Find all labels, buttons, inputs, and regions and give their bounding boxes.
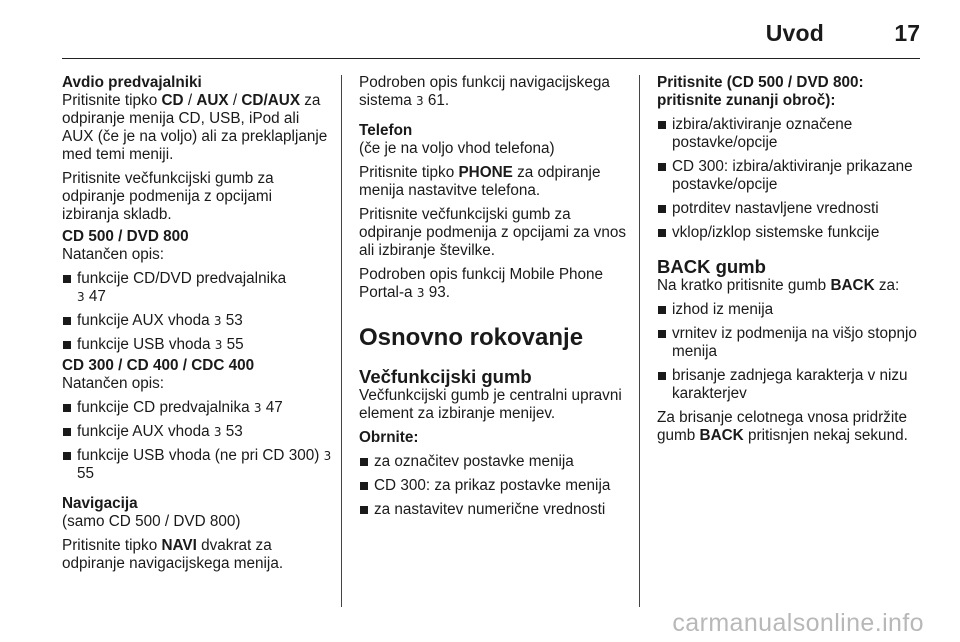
item-text: za nastavitev numerične vrednosti [374, 501, 606, 518]
paragraph-telefon-2: Pritisnite večfunkcijski gumb za odpiranje podmenija z opcijami za vnos ali izbiranje številke. [359, 206, 626, 259]
item-text: izbira/aktiviranje označene postavke/opcije [672, 116, 853, 151]
text: . [445, 284, 450, 301]
page-header [62, 18, 920, 58]
paragraph-telefon-3 [359, 266, 629, 302]
page-ref[interactable]: 93 [428, 284, 446, 301]
column-2 [359, 74, 629, 525]
item-text: brisanje zadnjega karakterja v nizu karakterjev [672, 367, 908, 402]
list-item [359, 453, 629, 471]
list-item [62, 312, 332, 330]
bullet-icon [63, 428, 71, 436]
subtitle-telefon: (če je na voljo vhod telefona) [359, 140, 555, 157]
list-obrnite [359, 453, 629, 519]
item-text: funkcije USB vhoda [77, 336, 215, 353]
page-ref[interactable]: 61 [427, 92, 445, 109]
list-item [359, 501, 629, 519]
key-back: BACK [830, 277, 875, 294]
text: dvakrat za odpiranje navigacijskega menija. [62, 537, 284, 572]
text: Podroben opis funkcij Mobile Phone Portal-a [359, 266, 604, 301]
bullet-icon [658, 372, 666, 380]
paragraph-nav-detail [359, 74, 629, 110]
heading-obrnite: Obrnite: [359, 429, 419, 446]
heading-osnovno-rokovanje: Osnovno rokovanje [359, 324, 584, 351]
page-ref-icon: 3 [253, 401, 262, 415]
list-item [657, 200, 923, 218]
page-ref-icon: 3 [323, 449, 332, 463]
item-text: funkcije CD/DVD predvajalnika [77, 270, 287, 287]
bullet-icon [360, 506, 368, 514]
list-item [657, 325, 923, 361]
key-cd: CD [161, 92, 184, 109]
list-item [657, 116, 923, 152]
list-cd300 [62, 399, 332, 483]
bullet-icon [658, 306, 666, 314]
text: Za brisanje celotnega vnosa pridržite gumb [657, 409, 907, 444]
text: Pritisnite tipko [62, 92, 162, 109]
watermark: carmanualsonline.info [672, 609, 924, 637]
list-item [359, 477, 629, 495]
item-text: za označitev postavke menija [374, 453, 574, 470]
bullet-icon [658, 330, 666, 338]
page-ref-icon: 3 [213, 425, 222, 439]
item-text: vrnitev iz podmenija na višjo stopnjo menija [672, 325, 917, 360]
page-ref[interactable]: 47 [265, 399, 283, 416]
list-item [62, 423, 332, 441]
item-text: funkcije AUX vhoda [77, 312, 214, 329]
page-ref[interactable]: 47 [88, 288, 106, 305]
item-text: CD 300: za prikaz postavke menija [374, 477, 611, 494]
column-divider-1 [341, 75, 342, 607]
text: Podroben opis funkcij navigacijskega sistema [359, 74, 610, 109]
heading-pritisnite: Pritisnite (CD 500 / DVD 800: pritisnite zunanji obroč): [657, 74, 864, 109]
page-ref-icon: 3 [214, 338, 223, 352]
column-divider-2 [639, 75, 640, 607]
text: za odpiranje menija nastavitve telefona. [359, 164, 601, 199]
text: za: [874, 277, 900, 294]
paragraph-telefon-1 [359, 164, 629, 200]
item-text: funkcije CD predvajalnika [77, 399, 254, 416]
bullet-icon [360, 458, 368, 466]
bullet-icon [63, 317, 71, 325]
list-cd500 [62, 270, 332, 354]
text: Pritisnite tipko [359, 164, 459, 181]
text: / [228, 92, 242, 109]
page-ref[interactable]: 55 [77, 465, 95, 482]
list-item [657, 301, 923, 319]
page-ref-icon: 3 [77, 290, 85, 304]
paragraph-back-1 [657, 277, 923, 295]
list-item [657, 224, 923, 242]
heading-avdio: Avdio predvajalniki [62, 74, 202, 91]
paragraph-vecfunkcijski: Večfunkcijski gumb je centralni upravni element za izbiranje menijev. [359, 387, 622, 422]
page-ref-icon: 3 [415, 94, 424, 108]
heading-cd500: CD 500 / DVD 800 [62, 228, 189, 245]
bullet-icon [63, 452, 71, 460]
page-ref[interactable]: 53 [225, 423, 243, 440]
page-ref[interactable]: 55 [226, 336, 244, 353]
item-text: vklop/izklop sistemske funkcije [672, 224, 880, 241]
item-text: potrditev nastavljene vrednosti [672, 200, 879, 217]
header-rule [62, 58, 920, 59]
key-phone: PHONE [458, 164, 513, 181]
item-text: CD 300: izbira/aktiviranje prikazane postavke/opcije [672, 158, 913, 193]
heading-cd300: CD 300 / CD 400 / CDC 400 [62, 357, 255, 374]
bullet-icon [63, 404, 71, 412]
heading-navigacija: Navigacija [62, 495, 138, 512]
column-3 [657, 74, 923, 451]
heading-back-gumb: BACK gumb [657, 256, 766, 277]
bullet-icon [658, 205, 666, 213]
item-text: funkcije AUX vhoda [77, 423, 214, 440]
key-navi: NAVI [161, 537, 197, 554]
paragraph-avdio-1 [62, 92, 332, 164]
paragraph-avdio-2: Pritisnite večfunkcijski gumb za odpiranje podmenija z opcijami izbiranja skladb. [62, 170, 274, 223]
page-ref-icon: 3 [213, 314, 222, 328]
list-item [62, 447, 332, 483]
subtitle-cd500: Natančen opis: [62, 246, 165, 263]
list-back [657, 301, 923, 403]
text: / [183, 92, 197, 109]
subtitle-navigacija: (samo CD 500 / DVD 800) [62, 513, 241, 530]
bullet-icon [658, 229, 666, 237]
list-pritisnite [657, 116, 923, 242]
column-1 [62, 74, 332, 579]
list-item [62, 270, 332, 306]
list-item [62, 336, 332, 354]
bullet-icon [63, 275, 71, 283]
subtitle-cd300: Natančen opis: [62, 375, 165, 392]
paragraph-back-2 [657, 409, 923, 445]
bullet-icon [658, 163, 666, 171]
bullet-icon [658, 121, 666, 129]
page-ref[interactable]: 53 [225, 312, 243, 329]
key-cdaux: CD/AUX [241, 92, 301, 109]
page-ref-icon: 3 [416, 286, 425, 300]
text: . [444, 92, 450, 109]
text: Na kratko pritisnite gumb [657, 277, 831, 294]
list-item [657, 367, 923, 403]
list-item [62, 399, 332, 417]
section-title: Uvod [765, 20, 824, 46]
key-back: BACK [699, 427, 744, 444]
heading-telefon: Telefon [359, 122, 413, 139]
list-item [657, 158, 923, 194]
paragraph-navigacija [62, 537, 332, 573]
heading-vecfunkcijski-gumb: Večfunkcijski gumb [359, 366, 532, 387]
page-number: 17 [894, 20, 920, 46]
text: za odpiranje menija CD, USB, iPod ali AUX (če je na voljo) ali za preklapljanje med temi meniji. [62, 92, 328, 163]
item-text: izhod iz menija [672, 301, 774, 318]
bullet-icon [360, 482, 368, 490]
bullet-icon [63, 341, 71, 349]
item-text: funkcije USB vhoda (ne pri CD 300) [77, 447, 324, 464]
key-aux: AUX [196, 92, 229, 109]
text: pritisnjen nekaj sekund. [743, 427, 908, 444]
text: Pritisnite tipko [62, 537, 162, 554]
